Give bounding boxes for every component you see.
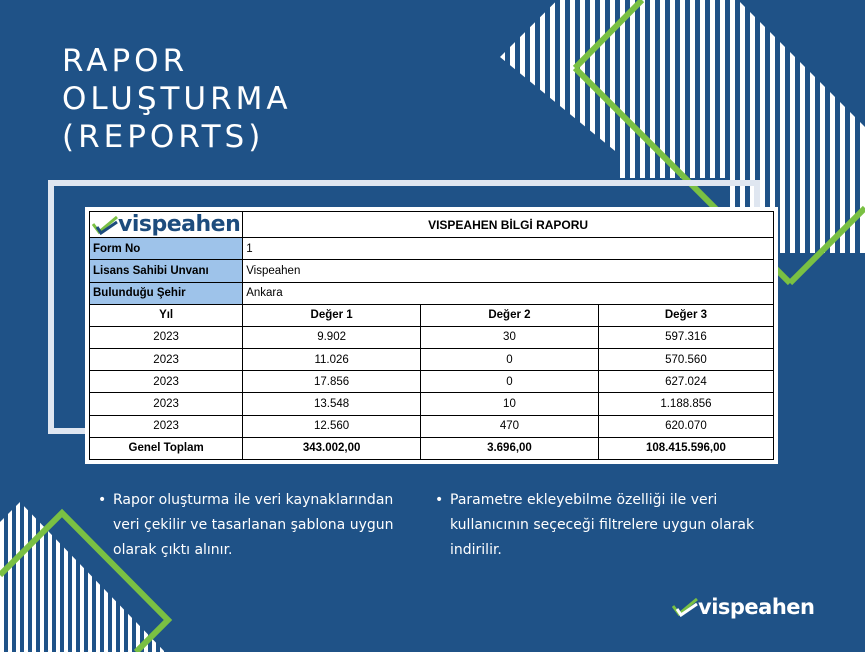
stripe (40, 500, 44, 652)
footer-logo-check-icon (672, 597, 698, 617)
title-line-1: RAPOR (62, 43, 189, 79)
table-row (90, 326, 774, 348)
column-header-value-1: Değer 1 (243, 304, 421, 326)
field-value: Ankara (243, 282, 774, 304)
total-value-1: 343.002,00 (243, 437, 421, 459)
table-row (90, 393, 774, 415)
stripe (56, 500, 60, 652)
report-logo (90, 212, 243, 238)
total-value-3: 108.415.596,00 (598, 437, 773, 459)
footer-logo (672, 595, 814, 619)
bullet-item: • Parametre ekleyebilme özelliği ile veri kullanıcının seçeceği filtrelere uygun olarak indirilir. (435, 488, 785, 563)
bullet-list-left (98, 488, 418, 563)
table-cell: 1.188.856 (598, 393, 773, 415)
column-header-value-3: Değer 3 (598, 304, 773, 326)
table-cell: 470 (421, 415, 599, 437)
table-cell: 2023 (90, 326, 243, 348)
field-row-license-holder (90, 260, 774, 282)
report-table (89, 211, 774, 460)
report-title: VISPEAHEN BİLGİ RAPORU (243, 212, 774, 238)
stripe (16, 500, 20, 652)
table-cell: 0 (421, 371, 599, 393)
stripe (820, 0, 825, 260)
table-row (90, 349, 774, 371)
column-header-year: Yıl (90, 304, 243, 326)
column-header-value-2: Değer 2 (421, 304, 599, 326)
total-row (90, 437, 774, 459)
table-cell: 13.548 (243, 393, 421, 415)
stripe (800, 0, 805, 260)
stripe (790, 0, 795, 260)
total-label: Genel Toplam (90, 437, 243, 459)
table-cell: 30 (421, 326, 599, 348)
table-cell: 11.026 (243, 349, 421, 371)
field-row-city (90, 282, 774, 304)
stripe (64, 500, 68, 652)
stripe (810, 0, 815, 260)
report-sheet (85, 207, 778, 464)
table-cell: 2023 (90, 349, 243, 371)
title-line-2: OLUŞTURMA (62, 81, 292, 117)
stripe (830, 0, 835, 260)
field-label: Lisans Sahibi Unvanı (90, 260, 243, 282)
field-label: Bulunduğu Şehir (90, 282, 243, 304)
stripe (840, 0, 845, 260)
table-cell: 2023 (90, 371, 243, 393)
column-header-row (90, 304, 774, 326)
stripe (32, 500, 36, 652)
table-row (90, 415, 774, 437)
footer-logo-text: vispeahen (698, 595, 815, 619)
field-row-form-no (90, 238, 774, 260)
stripe (8, 500, 12, 652)
table-cell: 597.316 (598, 326, 773, 348)
table-cell: 10 (421, 393, 599, 415)
logo-check-icon (92, 215, 118, 235)
title-line-3: (REPORTS) (62, 119, 265, 155)
stripe (24, 500, 28, 652)
total-value-2: 3.696,00 (421, 437, 599, 459)
table-cell: 2023 (90, 415, 243, 437)
table-cell: 570.560 (598, 349, 773, 371)
bullet-item: • Rapor oluşturma ile veri kaynaklarından veri çekilir ve tasarlanan şablona uygun olarak çıktı alınır. (98, 488, 418, 563)
table-cell: 627.024 (598, 371, 773, 393)
table-cell: 620.070 (598, 415, 773, 437)
stripe (860, 0, 865, 260)
bullet-list-right (435, 488, 785, 563)
field-value: Vispeahen (243, 260, 774, 282)
field-label: Form No (90, 238, 243, 260)
stripe (80, 500, 84, 652)
table-cell: 12.560 (243, 415, 421, 437)
table-row (90, 371, 774, 393)
report-header-row (90, 212, 774, 238)
page-title (62, 42, 292, 156)
report-logo-text: vispeahen (118, 212, 241, 238)
field-value: 1 (243, 238, 774, 260)
table-cell: 9.902 (243, 326, 421, 348)
table-cell: 0 (421, 349, 599, 371)
table-cell: 2023 (90, 393, 243, 415)
stripe (780, 0, 785, 260)
stripe (88, 500, 92, 652)
table-cell: 17.856 (243, 371, 421, 393)
